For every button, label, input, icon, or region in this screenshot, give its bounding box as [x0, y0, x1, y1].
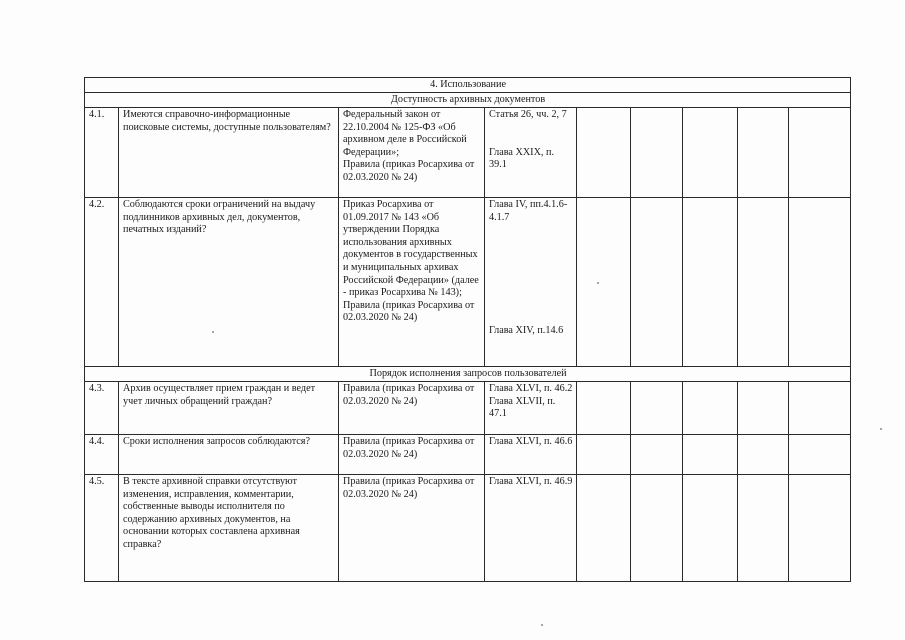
empty-cell [738, 475, 789, 582]
table-row [85, 108, 851, 198]
subsection-header-row [85, 93, 851, 108]
scan-speck [597, 282, 599, 284]
empty-cell [631, 435, 683, 475]
empty-cell [577, 108, 631, 198]
empty-cell [631, 475, 683, 582]
article-text: Статья 26, чч. 2, 7 [489, 109, 567, 120]
empty-cell [738, 198, 789, 367]
source-cell [339, 198, 485, 367]
empty-cell [789, 435, 851, 475]
empty-cell [738, 382, 789, 435]
article-cell [485, 382, 577, 435]
checklist-table [84, 77, 851, 582]
article-cell [485, 108, 577, 198]
row-number: 4.3. [85, 382, 119, 435]
article-text: Глава XLVII, п. 47.1 [489, 395, 556, 420]
empty-cell [683, 475, 738, 582]
empty-cell [631, 382, 683, 435]
table-row [85, 382, 851, 435]
empty-cell [683, 108, 738, 198]
table-row [85, 435, 851, 475]
source-text: Приказ Росархива от 01.09.2017 № 143 «Об утверждении Порядка использования архивных документов в государственных и муниципальных архивах Российской Федерации» (далее - приказ Росархива № 143); [343, 199, 479, 299]
empty-cell [683, 198, 738, 367]
article-cell [485, 198, 577, 367]
row-number: 4.4. [85, 435, 119, 475]
article-text: Глава XLVI, п. 46.2 [489, 383, 573, 394]
section-header-row [85, 78, 851, 93]
source-cell: Правила (приказ Росархива от 02.03.2020 № 24) [339, 475, 485, 582]
row-number: 4.5. [85, 475, 119, 582]
question-cell: Имеются справочно-информационные поисковые системы, доступные пользователям? [119, 108, 339, 198]
source-cell [339, 108, 485, 198]
question-cell: В тексте архивной справки отсутствуют изменения, исправления, комментарии, собственные выводы исполнителя по содержанию архивных документов, на основании которых составлена архивная справка? [119, 475, 339, 582]
empty-cell [577, 435, 631, 475]
article-cell: Глава XLVI, п. 46.6 [485, 435, 577, 475]
empty-cell [789, 108, 851, 198]
source-text: Федеральный закон от 22.10.2004 № 125-ФЗ «Об архивном деле в Российской Федерации»; [343, 109, 467, 158]
source-text: Правила (приказ Росархива от 02.03.2020 № 24) [343, 299, 475, 324]
empty-cell [577, 475, 631, 582]
article-text: Глава XXIX, п. 39.1 [489, 146, 555, 171]
scan-speck [541, 624, 543, 626]
empty-cell [683, 435, 738, 475]
article-cell: Глава XLVI, п. 46.9 [485, 475, 577, 582]
empty-cell [789, 382, 851, 435]
empty-cell [631, 108, 683, 198]
row-number: 4.1. [85, 108, 119, 198]
empty-cell [738, 108, 789, 198]
scan-speck [212, 331, 214, 333]
question-cell: Архив осуществляет прием граждан и ведет учет личных обращений граждан? [119, 382, 339, 435]
row-number: 4.2. [85, 198, 119, 367]
empty-cell [789, 475, 851, 582]
table-row [85, 475, 851, 582]
scan-speck [880, 428, 882, 430]
empty-cell [789, 198, 851, 367]
subsection-title: Доступность архивных документов [85, 93, 851, 108]
empty-cell [577, 382, 631, 435]
subsection-title: Порядок исполнения запросов пользователей [85, 367, 851, 382]
empty-cell [683, 382, 738, 435]
article-text: Глава IV, пп.4.1.6-4.1.7 [489, 199, 568, 223]
empty-cell [631, 198, 683, 367]
question-cell: Соблюдаются сроки ограничений на выдачу подлинников архивных дел, документов, печатных изданий? [119, 198, 339, 367]
subsection-header-row [85, 367, 851, 382]
empty-cell [738, 435, 789, 475]
question-cell: Сроки исполнения запросов соблюдаются? [119, 435, 339, 475]
source-cell: Правила (приказ Росархива от 02.03.2020 № 24) [339, 382, 485, 435]
source-cell: Правила (приказ Росархива от 02.03.2020 № 24) [339, 435, 485, 475]
empty-cell [577, 198, 631, 367]
section-title: 4. Использование [85, 78, 851, 93]
table-row [85, 198, 851, 367]
article-text: Глава XIV, п.14.6 [489, 325, 564, 337]
source-text: Правила (приказ Росархива от 02.03.2020 № 24) [343, 159, 475, 183]
